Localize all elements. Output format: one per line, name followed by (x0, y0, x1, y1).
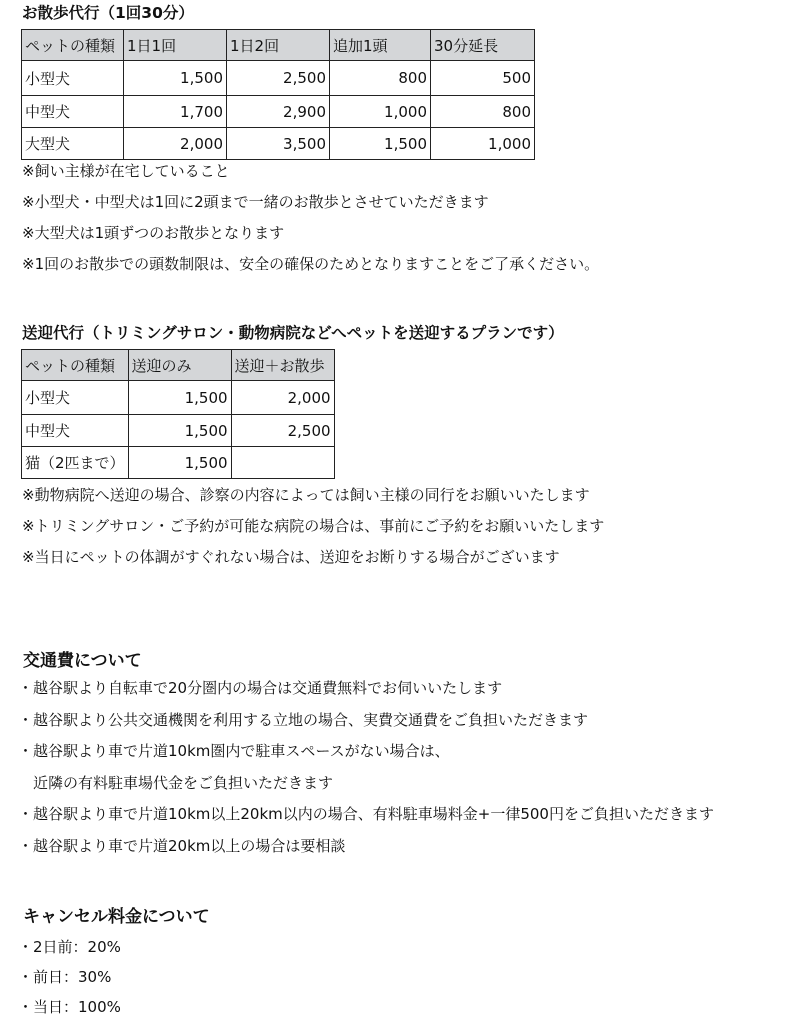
walk-header-cell: 追加1頭 (330, 30, 431, 61)
list-item: ・越谷駅より車で片道20km以上の場合は要相談 (18, 836, 346, 855)
cancel-section (22, 906, 210, 928)
pet-type-cell: 小型犬 (22, 381, 129, 415)
price-cell: 1,000 (330, 96, 431, 128)
pet-type-cell: 中型犬 (22, 415, 129, 447)
pet-type-cell: 大型犬 (22, 128, 124, 160)
note-line: ※小型犬・中型犬は1回に2頭まで一緒のお散歩とさせていただきます (22, 193, 489, 211)
price-cell: 1,700 (124, 96, 227, 128)
transport-heading: 交通費について (23, 651, 142, 671)
pet-type-cell: 猫（2匹まで） (22, 447, 129, 479)
pet-type-cell: 中型犬 (22, 96, 124, 128)
price-cell: 500 (431, 61, 535, 96)
walk-header-cell: 30分延長 (431, 30, 535, 61)
list-item: ・前日：30% (18, 968, 112, 986)
walk-title: お散歩代行（1回30分） (22, 4, 194, 22)
list-item: ・越谷駅より車で片道10km以上20km以内の場合、有料駐車場料金+一律500円をご負担いただきます (18, 805, 714, 823)
transfer-section (22, 323, 564, 343)
list-item: ・当日：100% (18, 998, 121, 1016)
walk-price-table (21, 29, 535, 160)
note-line: ※飼い主様が在宅していること (22, 162, 230, 180)
price-cell: 800 (330, 61, 431, 96)
transport-list (18, 673, 714, 862)
note-line: ※当日にペットの体調がすぐれない場合は、送迎をお断りする場合がございます (22, 548, 560, 566)
walk-header-cell: ペットの種類 (22, 30, 124, 61)
note-line: ※トリミングサロン・ご予約が可能な病院の場合は、事前にご予約をお願いいたします (22, 517, 605, 535)
walk-header-cell: 1日1回 (124, 30, 227, 61)
price-cell: 1,500 (124, 61, 227, 96)
transfer-price-table (21, 349, 335, 479)
note-line: ※動物病院へ送迎の場合、診察の内容によっては飼い主様の同行をお願いいたします (22, 486, 590, 504)
list-item: 近隣の有料駐車場代金をご負担いただきます (18, 773, 334, 792)
price-cell: 800 (431, 96, 535, 128)
price-cell: 1,500 (128, 447, 231, 479)
walk-notes (22, 156, 599, 280)
transfer-title: 送迎代行（トリミングサロン・動物病院などへペットを送迎するプランです） (22, 324, 564, 342)
table-row (22, 381, 335, 415)
list-item: ・2日前：20% (18, 938, 121, 956)
price-cell: 1,500 (128, 381, 231, 415)
transfer-header-cell: 送迎のみ (128, 350, 231, 381)
price-cell: 2,000 (124, 128, 227, 160)
transport-section (22, 650, 142, 672)
walk-header-cell: 1日2回 (227, 30, 330, 61)
price-cell: 3,500 (227, 128, 330, 160)
price-cell: 1,500 (330, 128, 431, 160)
table-row (22, 447, 335, 479)
list-item: ・越谷駅より自転車で20分圏内の場合は交通費無料でお伺いいたします (18, 679, 503, 697)
walk-section (22, 3, 194, 23)
list-item: ・越谷駅より公共交通機関を利用する立地の場合、実費交通費をご負担いただきます (18, 710, 589, 729)
note-line: ※大型犬は1頭ずつのお散歩となります (22, 224, 285, 242)
cancel-list (18, 932, 121, 1022)
note-line: ※1回のお散歩での頭数制限は、安全の確保のためとなりますことをご了承ください。 (22, 255, 600, 273)
price-cell: 1,000 (431, 128, 535, 160)
cancel-heading: キャンセル料金について (23, 907, 210, 927)
price-cell (231, 447, 334, 479)
transfer-header-cell: 送迎＋お散歩 (231, 350, 334, 381)
transfer-table-header-row (22, 350, 335, 381)
table-row (22, 96, 535, 128)
table-row (22, 415, 335, 447)
pet-type-cell: 小型犬 (22, 61, 124, 96)
price-cell: 2,900 (227, 96, 330, 128)
transfer-notes (22, 480, 604, 573)
table-row (22, 128, 535, 160)
price-cell: 1,500 (128, 415, 231, 447)
table-row (22, 61, 535, 96)
list-item: ・越谷駅より車で片道10km圏内で駐車スペースがない場合は、 (18, 742, 450, 760)
walk-table-header-row (22, 30, 535, 61)
price-cell: 2,000 (231, 381, 334, 415)
price-cell: 2,500 (227, 61, 330, 96)
transfer-header-cell: ペットの種類 (22, 350, 129, 381)
price-cell: 2,500 (231, 415, 334, 447)
